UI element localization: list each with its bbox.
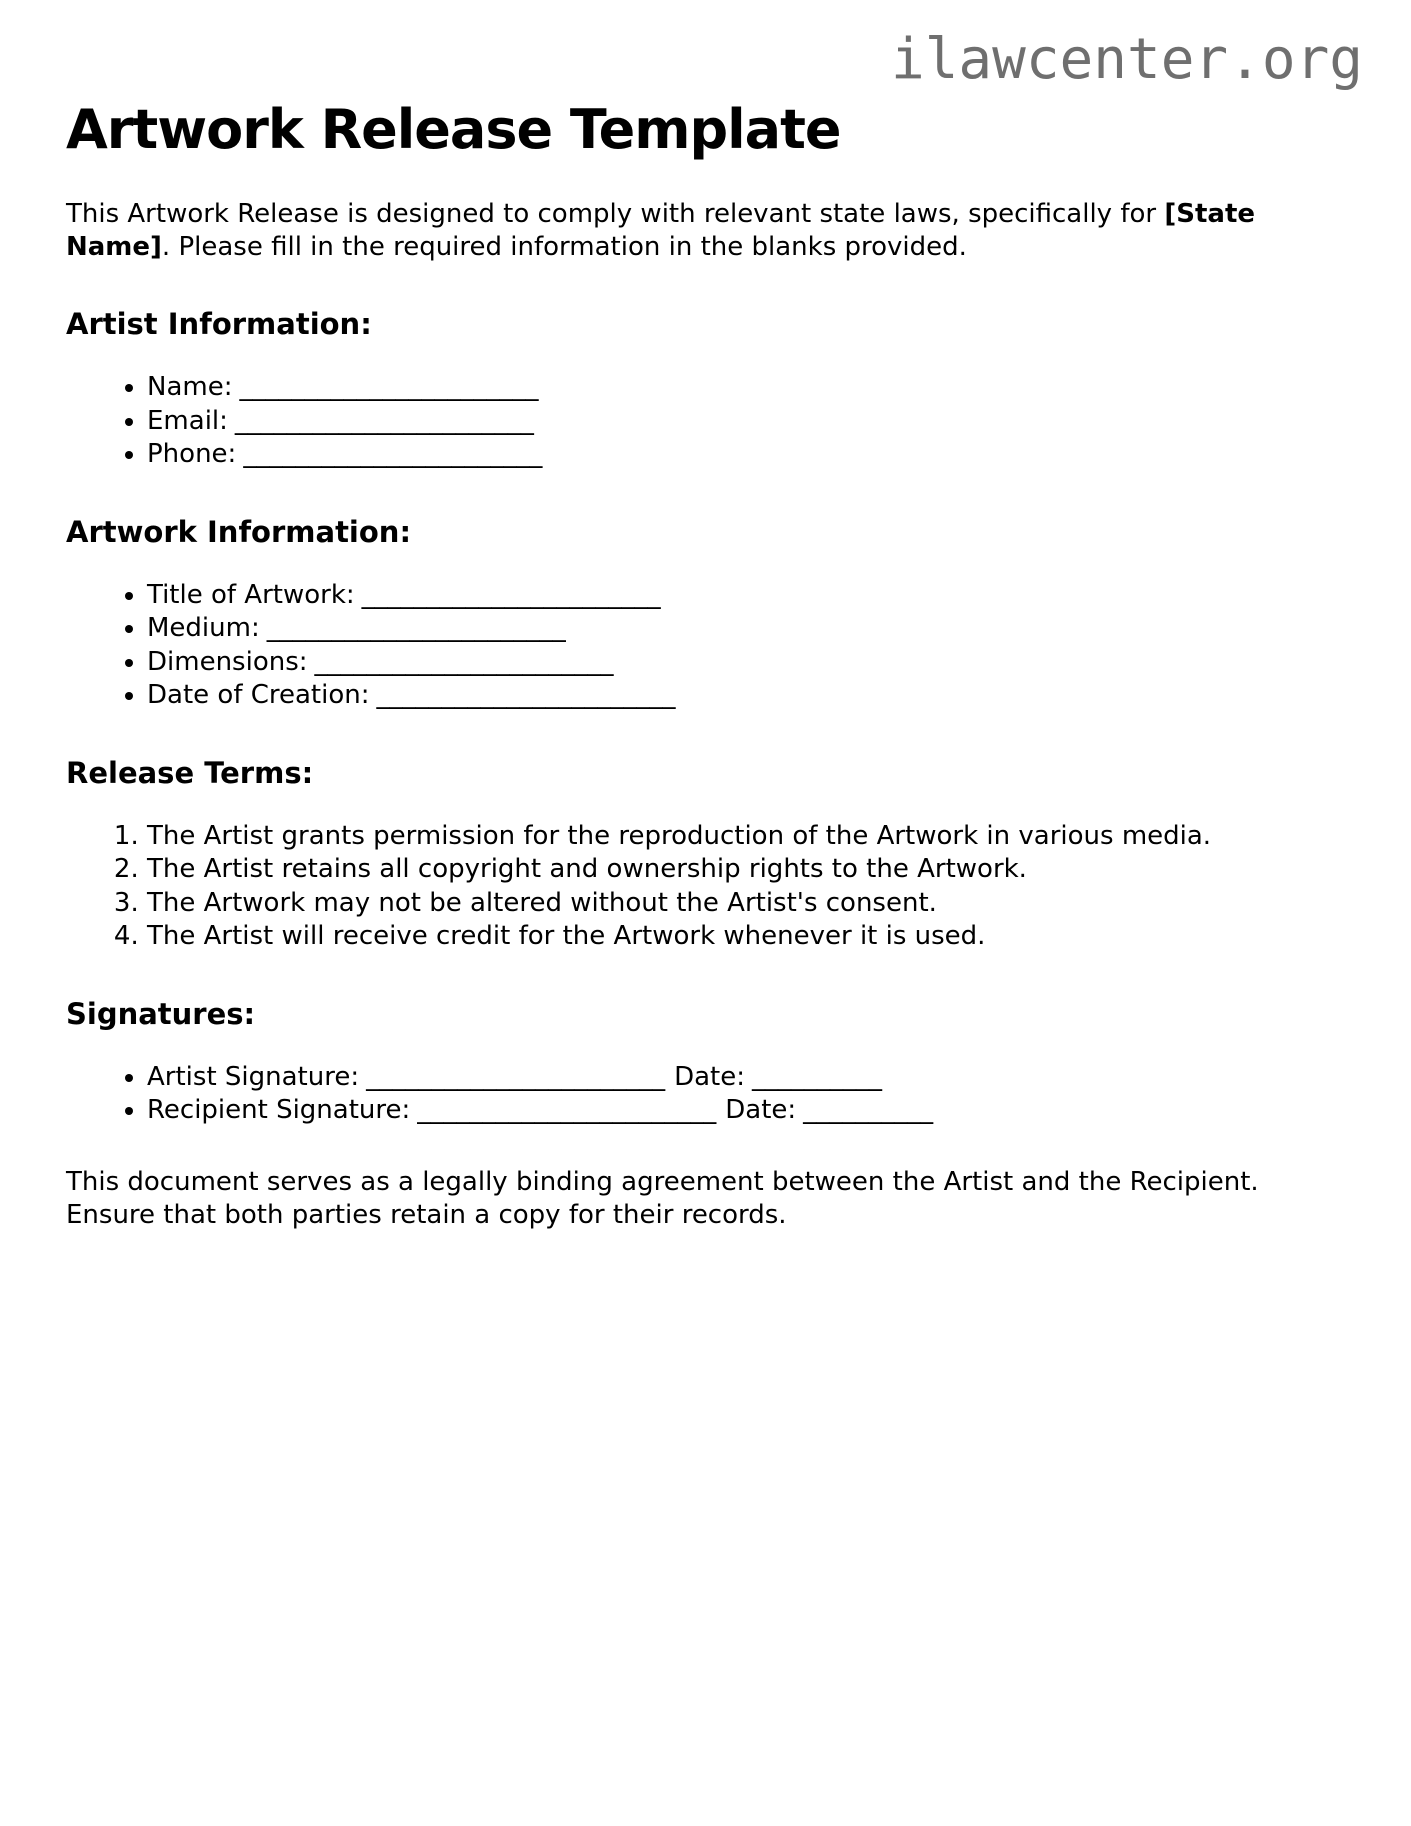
release-term-2: 2. The Artist retains all copyright and ownership rights to the Artwork. [147,853,1363,887]
site-logo: ilawcenter.org [890,27,1363,92]
artwork-information-list [66,579,1363,713]
name-label: Name: [147,372,233,403]
intro-text-post: . Please fill in the required information in the blanks provided. [161,232,967,263]
email-blank-line: _______________________ [234,405,534,436]
medium-label: Medium: [147,613,260,644]
artist-signature-blank-line: _______________________ [366,1061,666,1092]
intro-state-placeholder: [State Name] [66,199,1256,263]
phone-blank-line: _______________________ [243,439,543,470]
release-term-3: 3. The Artwork may not be altered without the Artist's consent. [147,887,1363,921]
page-title: Artwork Release Template [66,98,841,161]
intro-text-pre: This Artwork Release is designed to comply with relevant state laws, specifically for [66,199,1165,230]
recipient-signature-date-label: Date: [725,1095,797,1126]
list-item-artist-signature [147,1061,1363,1095]
list-item-artwork-title [147,579,1363,613]
recipient-signature-date-blank-line: __________ [803,1095,934,1126]
list-item-recipient-signature [147,1094,1363,1128]
release-terms-heading: Release Terms: [66,755,314,790]
recipient-signature-blank-line: _______________________ [417,1095,717,1126]
artist-information-list [66,371,1363,472]
closing-paragraph: This document serves as a legally binding agreement between the Artist and the Recipient. Ensure that both parties retain a copy for their records. [66,1166,1259,1230]
artist-signature-label: Artist Signature: [147,1061,360,1092]
list-item-date-of-creation [147,679,1363,713]
artwork-information-heading: Artwork Information: [66,514,412,549]
list-item-medium [147,612,1363,646]
date-of-creation-label: Date of Creation: [147,680,370,711]
date-of-creation-blank-line: _______________________ [376,680,676,711]
release-term-1: 1. The Artist grants permission for the reproduction of the Artwork in various media. [147,820,1363,854]
signatures-heading: Signatures: [66,996,256,1031]
artist-signature-date-blank-line: __________ [752,1061,882,1092]
list-item-email [147,405,1363,439]
phone-label: Phone: [147,439,237,470]
artwork-title-blank-line: _______________________ [361,579,661,610]
list-item-phone [147,438,1363,472]
artwork-title-label: Title of Artwork: [147,579,355,610]
release-terms-list [66,820,1363,954]
dimensions-blank-line: _______________________ [314,646,614,677]
medium-blank-line: _______________________ [266,613,566,644]
list-item-name [147,371,1363,405]
dimensions-label: Dimensions: [147,646,308,677]
recipient-signature-label: Recipient Signature: [147,1095,411,1126]
artist-information-heading: Artist Information: [66,307,372,342]
release-term-4: 4. The Artist will receive credit for the Artwork whenever it is used. [147,920,1363,954]
list-item-dimensions [147,646,1363,680]
email-label: Email: [147,405,228,436]
artist-signature-date-label: Date: [674,1061,745,1092]
signatures-list [66,1061,1363,1128]
intro-paragraph [66,198,1351,264]
name-blank-line: _______________________ [239,372,539,403]
